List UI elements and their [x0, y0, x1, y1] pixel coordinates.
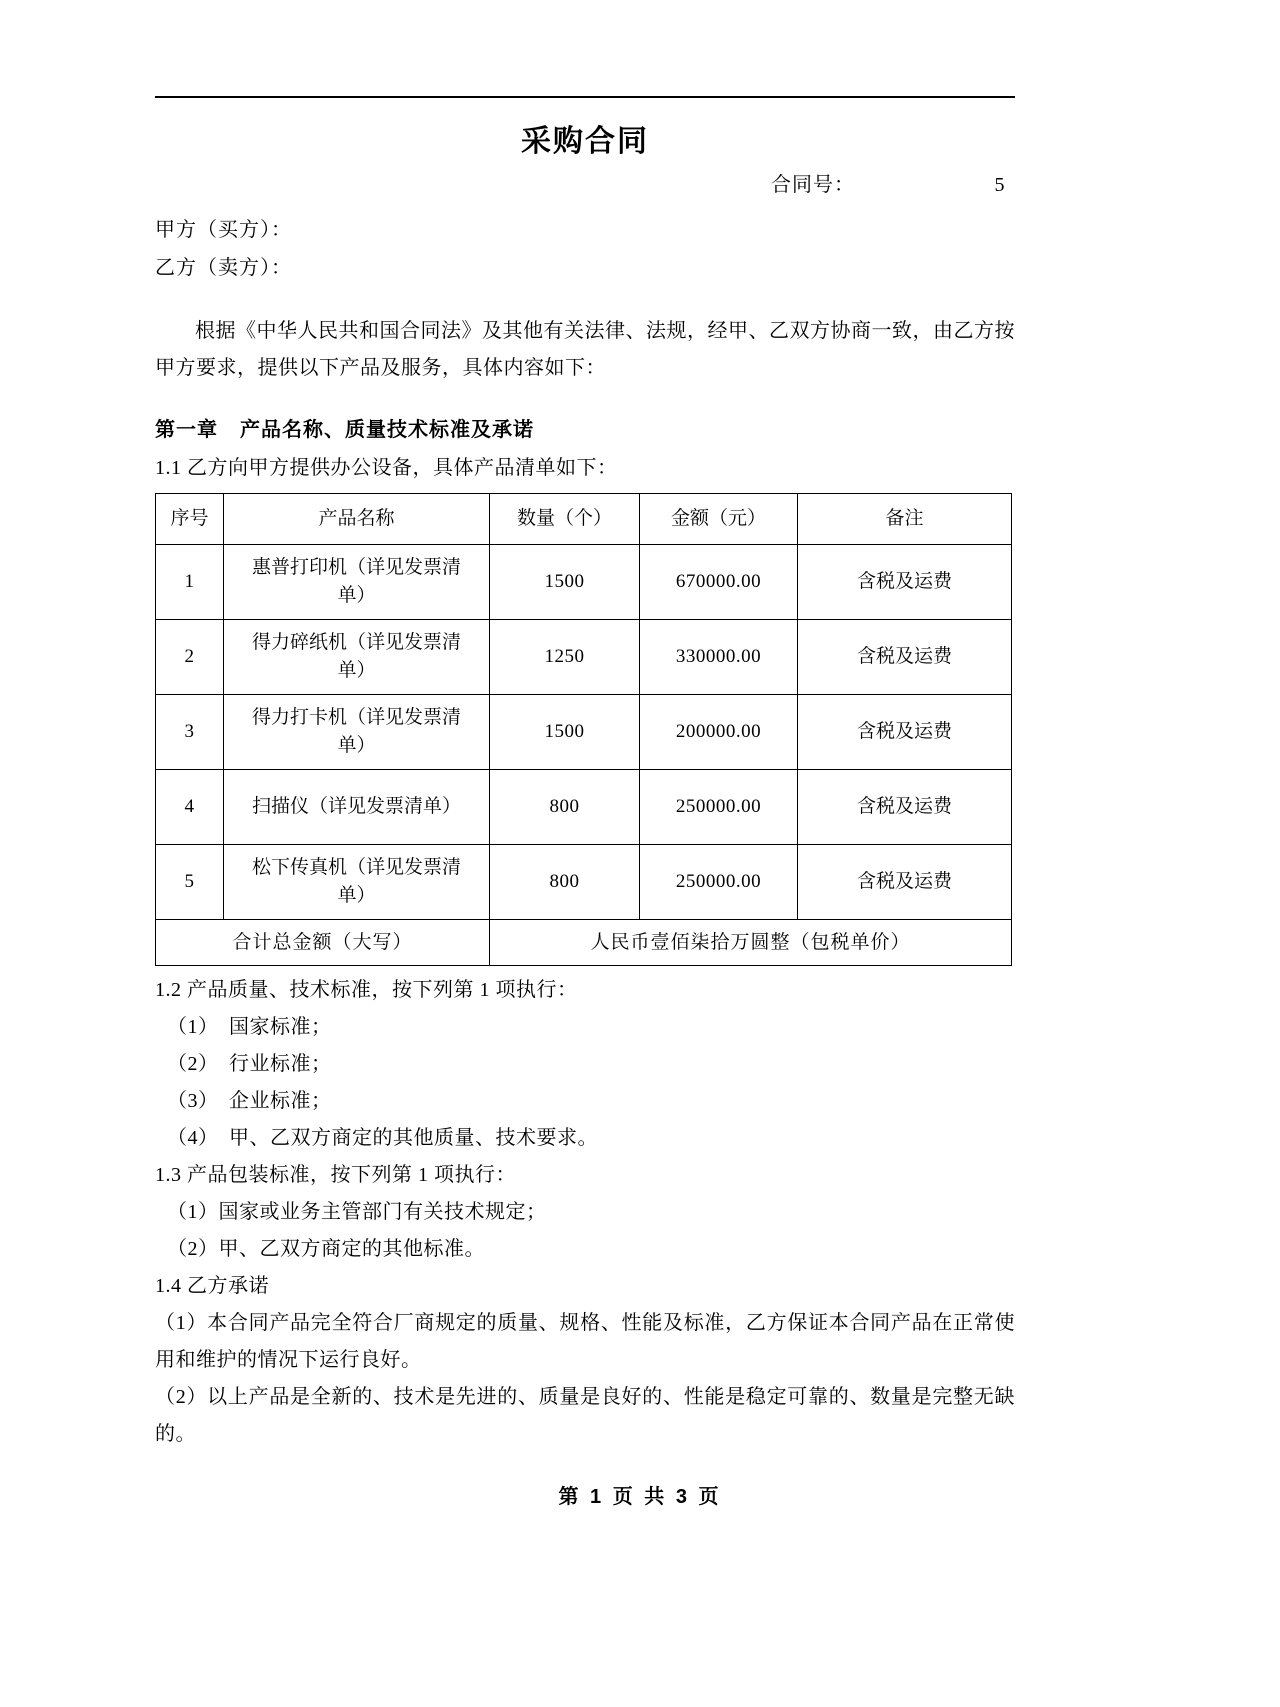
table-row	[156, 695, 1012, 770]
chapter-one-number: 第一章	[155, 419, 218, 441]
buyer-line: 甲方（买方）：	[155, 219, 292, 241]
cell-quantity: 1500	[490, 695, 640, 770]
total-label: 合计总金额（大写）	[156, 920, 490, 966]
clause-1-4-item-2: （2）以上产品是全新的、技术是先进的、质量是良好的、性能是稳定可靠的、数量是完整无缺的。	[155, 1386, 1015, 1446]
preamble-paragraph: 根据《中华人民共和国合同法》及其他有关法律、法规，经甲、乙双方协商一致，由乙方按甲方要求，提供以下产品及服务，具体内容如下：	[155, 320, 1015, 379]
clause-1-2-item-4: （4） 甲、乙双方商定的其他质量、技术要求。	[167, 1127, 598, 1150]
table-row	[156, 545, 1012, 620]
total-value: 人民币壹佰柒拾万圆整（包税单价）	[490, 920, 1012, 966]
cell-amount: 670000.00	[640, 545, 798, 620]
cell-seq: 4	[156, 770, 224, 845]
cell-product-name: 松下传真机（详见发票清单）	[224, 845, 490, 920]
cell-quantity: 800	[490, 845, 640, 920]
clause-1-2-item-2: （2） 行业标准；	[167, 1053, 332, 1076]
cell-seq: 5	[156, 845, 224, 920]
col-header-qty: 数量（个）	[490, 494, 640, 545]
page-title: 采购合同	[521, 125, 649, 158]
chapter-one-subject: 产品名称、质量技术标准及承诺	[240, 419, 534, 441]
seller-line: 乙方（卖方）：	[155, 257, 292, 279]
cell-product-name: 得力碎纸机（详见发票清单）	[224, 620, 490, 695]
cell-note: 含税及运费	[798, 695, 1012, 770]
cell-amount: 330000.00	[640, 620, 798, 695]
cell-quantity: 1500	[490, 545, 640, 620]
table-row	[156, 845, 1012, 920]
clause-1-2: 1.2 产品质量、技术标准，按下列第 1 项执行：	[155, 979, 578, 1002]
col-header-name: 产品名称	[224, 494, 490, 545]
cell-quantity: 1250	[490, 620, 640, 695]
cell-product-name: 得力打卡机（详见发票清单）	[224, 695, 490, 770]
contract-number-value: 5	[994, 174, 1005, 196]
cell-amount: 250000.00	[640, 770, 798, 845]
clause-1-3-item-1: （1）国家或业务主管部门有关技术规定；	[167, 1201, 547, 1224]
clause-1-4-item-1: （1）本合同产品完全符合厂商规定的质量、规格、性能及标准，乙方保证本合同产品在正常使用和维护的情况下运行良好。	[155, 1312, 1015, 1372]
page-footer: 第 1 页 共 3 页	[558, 1486, 722, 1508]
col-header-seq: 序号	[156, 494, 224, 545]
clause-1-3-item-2: （2）甲、乙双方商定的其他标准。	[167, 1238, 485, 1261]
table-total-row	[156, 920, 1012, 966]
cell-amount: 250000.00	[640, 845, 798, 920]
col-header-note: 备注	[798, 494, 1012, 545]
clause-1-2-item-3: （3） 企业标准；	[167, 1090, 332, 1113]
cell-note: 含税及运费	[798, 845, 1012, 920]
cell-note: 含税及运费	[798, 620, 1012, 695]
cell-seq: 3	[156, 695, 224, 770]
document-body	[155, 96, 1015, 1453]
contract-number-label: 合同号：	[771, 174, 855, 196]
clause-1-2-item-1: （1） 国家标准；	[167, 1016, 332, 1039]
clause-1-1: 1.1 乙方向甲方提供办公设备，具体产品清单如下：	[155, 457, 618, 479]
header-divider	[155, 96, 1015, 98]
table-row	[156, 620, 1012, 695]
cell-product-name: 扫描仪（详见发票清单）	[224, 770, 490, 845]
clause-1-3: 1.3 产品包装标准，按下列第 1 项执行：	[155, 1164, 516, 1187]
table-header-row	[156, 494, 1012, 545]
col-header-amount: 金额（元）	[640, 494, 798, 545]
cell-seq: 1	[156, 545, 224, 620]
cell-product-name: 惠普打印机（详见发票清单）	[224, 545, 490, 620]
chapter-one-heading	[155, 413, 1015, 442]
clause-1-4: 1.4 乙方承诺	[155, 1275, 269, 1298]
cell-quantity: 800	[490, 770, 640, 845]
table-row	[156, 770, 1012, 845]
cell-seq: 2	[156, 620, 224, 695]
cell-amount: 200000.00	[640, 695, 798, 770]
product-table	[155, 493, 1012, 966]
cell-note: 含税及运费	[798, 770, 1012, 845]
contract-number-line	[155, 168, 1015, 197]
cell-note: 含税及运费	[798, 545, 1012, 620]
